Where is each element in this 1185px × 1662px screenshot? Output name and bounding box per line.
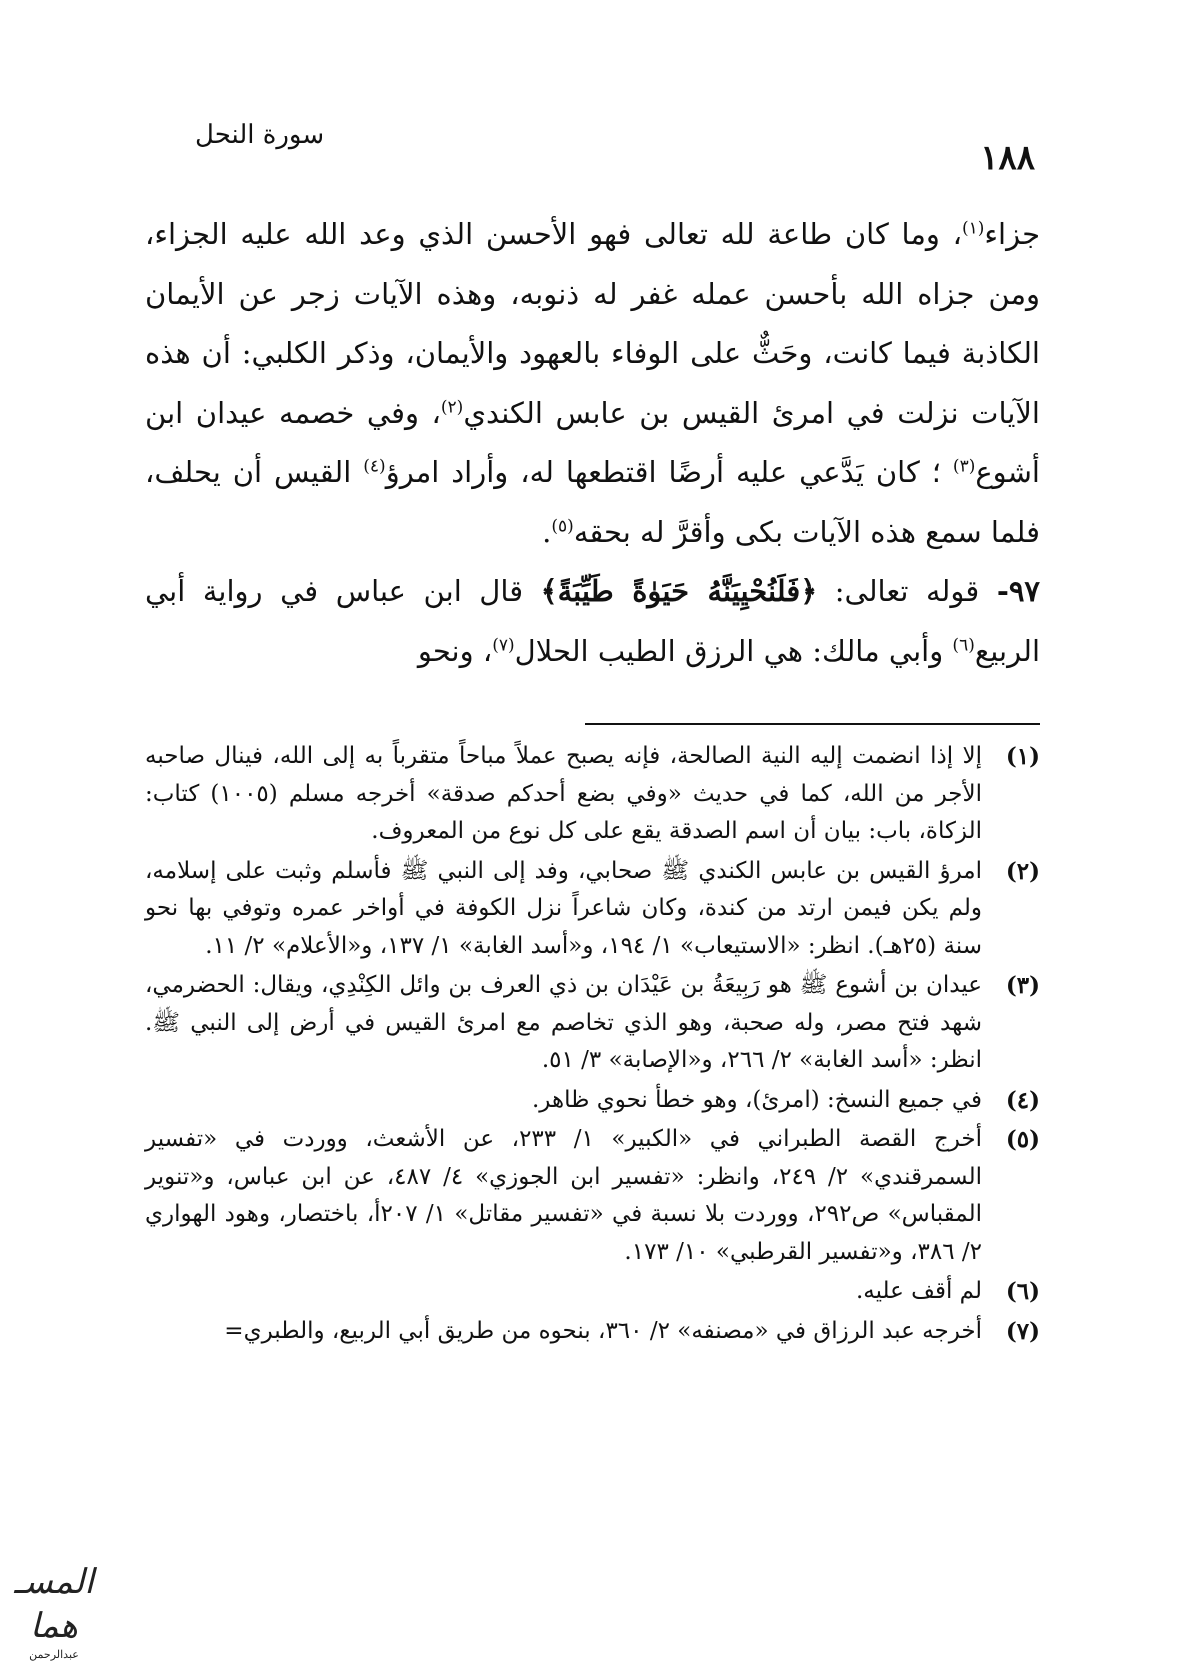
watermark-logo [10,1560,98,1661]
text-segment: ؛ كان يَدَّعي عليه أرضًا اقتطعها له، وأراد امرؤ [385,455,941,489]
footnote-text: أخرجه عبد الرزاق في «مصنفه» ٢/ ٣٦٠، بنحوه من طريق أبي الربيع، والطبري= [224,1317,982,1344]
footnote-text: عيدان بن أشوع ﷺ هو رَبِيعَةُ بن عَيْدَان بن ذي العرف بن وائل الكِنْدِي، ويقال: الحضرمي، شهد فتح مصر، وله صحبة، وهو الذي تخاصم مع امرئ القيس في أرض إلى النبي ﷺ. انظر: «أسد الغابة» ٢/ ٢٦٦، و«الإصابة» ٣/ ٥١. [145,972,982,1073]
footnote [145,967,1040,1080]
footnote-number: (١) [1005,743,1040,770]
text-segment: جزاء [984,217,1040,251]
footnote-ref-2: (٢) [440,396,464,417]
text-segment: قال ابن عباس في رواية أبي الربيع [145,574,1040,668]
footnote-ref-6: (٦) [952,634,975,655]
footnote-ref-1: (١) [961,218,985,239]
footnote-number: (٣) [1005,972,1040,999]
text-segment: ، وفي خصمه عيدان ابن أشوع [145,395,1040,489]
footnote-ref-7: (٧) [492,634,515,655]
footnote [145,1121,1040,1271]
surah-title: سورة النحل [195,120,325,150]
text-segment: قوله تعالى: [834,574,980,608]
text-segment: . [542,514,552,549]
quran-verse: ﴿فَلَنُحْيِيَنَّهُ حَيَوٰةً طَيِّبَةً﴾ [540,574,818,608]
footnote-text: إلا إذا انضمت إليه النية الصالحة، فإنه يصبح عملاً مباحاً متقرباً به إلى الله، فينال صاحبه الأجر من الله، كما في حديث «وفي بضع أحدكم صدقة» أخرجه مسلم (١٠٠٥) كتاب: الزكاة، باب: بيان أن اسم الصدقة يقع على كل نوع من المعروف. [145,743,983,844]
footnote-number: (٤) [1005,1086,1040,1114]
footnote-number: (٥) [1005,1126,1040,1153]
footnote [145,853,1040,966]
footnote-text: لم أقف عليه. [855,1278,982,1304]
text-segment: ، ونحو [417,633,493,668]
footnotes [145,738,1040,1352]
footnote-ref-4: (٤) [363,456,386,477]
footnote-divider [585,723,1040,725]
footnote-text: في جميع النسخ: (امرئ)، وهو خطأ نحوي ظاهر. [531,1086,982,1113]
footnote-number: (٢) [1005,857,1040,885]
text-segment: ، وما كان طاعة لله تعالى فهو الأحسن الذي وعد الله عليه الجزاء، ومن جزاه الله بأحسن عمله غفر له ذنوبه، وهذه الآيات زجر عن الأيمان الكاذبة فيما كانت، وحَثٌّ على الوفاء بالعهود والأيمان، وذكر الكلبي: أن هذه الآيات نزلت في امرئ القيس بن عابس الكندي [145,217,1040,430]
paragraph-1 [145,205,1040,562]
verse-number: ٩٧- [996,574,1041,608]
footnote-text: امرؤ القيس بن عابس الكندي ﷺ صحابي، وفد إلى النبي ﷺ فأسلم وثبت على إسلامه، ولم يكن فيمن ارتد من كندة، وكان شاعراً نزل الكوفة في أواخر عمره وتوفي بها نحو سنة (٢٥هـ). انظر: «الاستيعاب» ١/ ١٩٤، و«أسد الغابة» ١/ ١٣٧، و«الأعلام» ٢/ ١١. [145,857,982,959]
footnote-number: (٧) [1005,1317,1040,1345]
footnote [145,1082,1040,1120]
paragraph-2 [145,562,1040,681]
footnote [145,1273,1040,1311]
text-segment: وأبي مالك: هي الرزق الطيب الحلال [514,633,944,668]
page-number: ١٨٨ [980,138,1035,178]
watermark-main: المسـ هما [14,1562,94,1646]
footnote-text: أخرج القصة الطبراني في «الكبير» ١/ ٢٣٣، عن الأشعث، ووردت في «تفسير السمرقندي» ٢/ ٢٤٩، وانظر: «تفسير ابن الجوزي» ٤/ ٤٨٧، عن ابن عباس، و«تنوير المقباس» ص٢٩٢، ووردت بلا نسبة في «تفسير مقاتل» ١/ ٢٠٧أ، باختصار، وهود الهواري ٢/ ٣٨٦، و«تفسير القرطبي» ١٠/ ١٧٣. [145,1126,983,1265]
footnote [145,1313,1040,1351]
text-segment: القيس أن يحلف، فلما سمع هذه الآيات بكى وأقرَّ له بحقه [145,455,1040,549]
footnote-ref-3: (٣) [952,456,976,477]
page-header [150,120,1035,180]
footnote-ref-5: (٥) [551,515,574,536]
footnote [145,738,1040,851]
footnote-number: (٦) [1005,1278,1040,1305]
main-text [145,205,1040,681]
watermark-sub: عبدالرحمن [29,1648,79,1661]
